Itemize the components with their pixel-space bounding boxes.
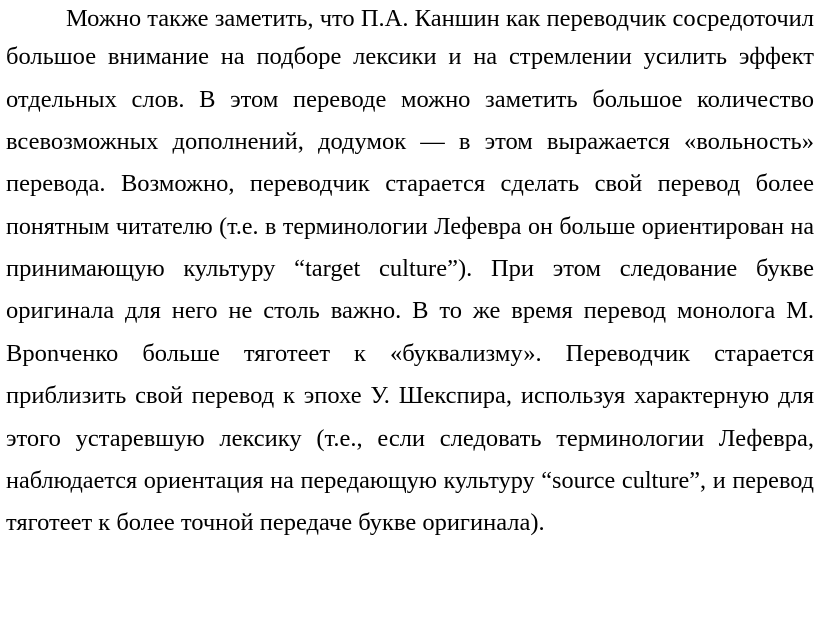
paragraph-line: перевода. Возможно, переводчик старается сделать свой перевод более (6, 170, 814, 197)
paragraph-line: всевозможных дополнений, додумок — в этом выражается «вольность» (6, 128, 814, 155)
paragraph-line: Можно также заметить, что П.А. Каншин как переводчик сосредоточил (66, 5, 814, 32)
paragraph-line: принимающую культуру “target culture”). При этом следование букве (6, 255, 814, 282)
paragraph-line: наблюдается ориентация на передающую культуру “source culture”, и перевод (6, 467, 814, 494)
paragraph-line: большое внимание на подборе лексики и на стремлении усилить эффект (6, 43, 814, 70)
paragraph-line: Врonченко больше тяготеет к «буквализму». Переводчик старается (6, 340, 814, 367)
paragraph-line: понятным читателю (т.е. в терминологии Лефевра он больше ориентирован на (6, 214, 814, 240)
paragraph-line: этого устаревшую лексику (т.е., если следовать терминологии Лефевра, (6, 425, 814, 452)
paragraph-line: тяготеет к более точной передаче букве оригинала). (6, 509, 545, 536)
paragraph-line: отдельных слов. В этом переводе можно заметить большое количество (6, 86, 814, 113)
paragraph-line: оригинала для него не столь важно. В то же время перевод монолога М. (6, 297, 814, 324)
paragraph-line: приблизить свой перевод к эпохе У. Шекспира, используя характерную для (6, 382, 814, 409)
